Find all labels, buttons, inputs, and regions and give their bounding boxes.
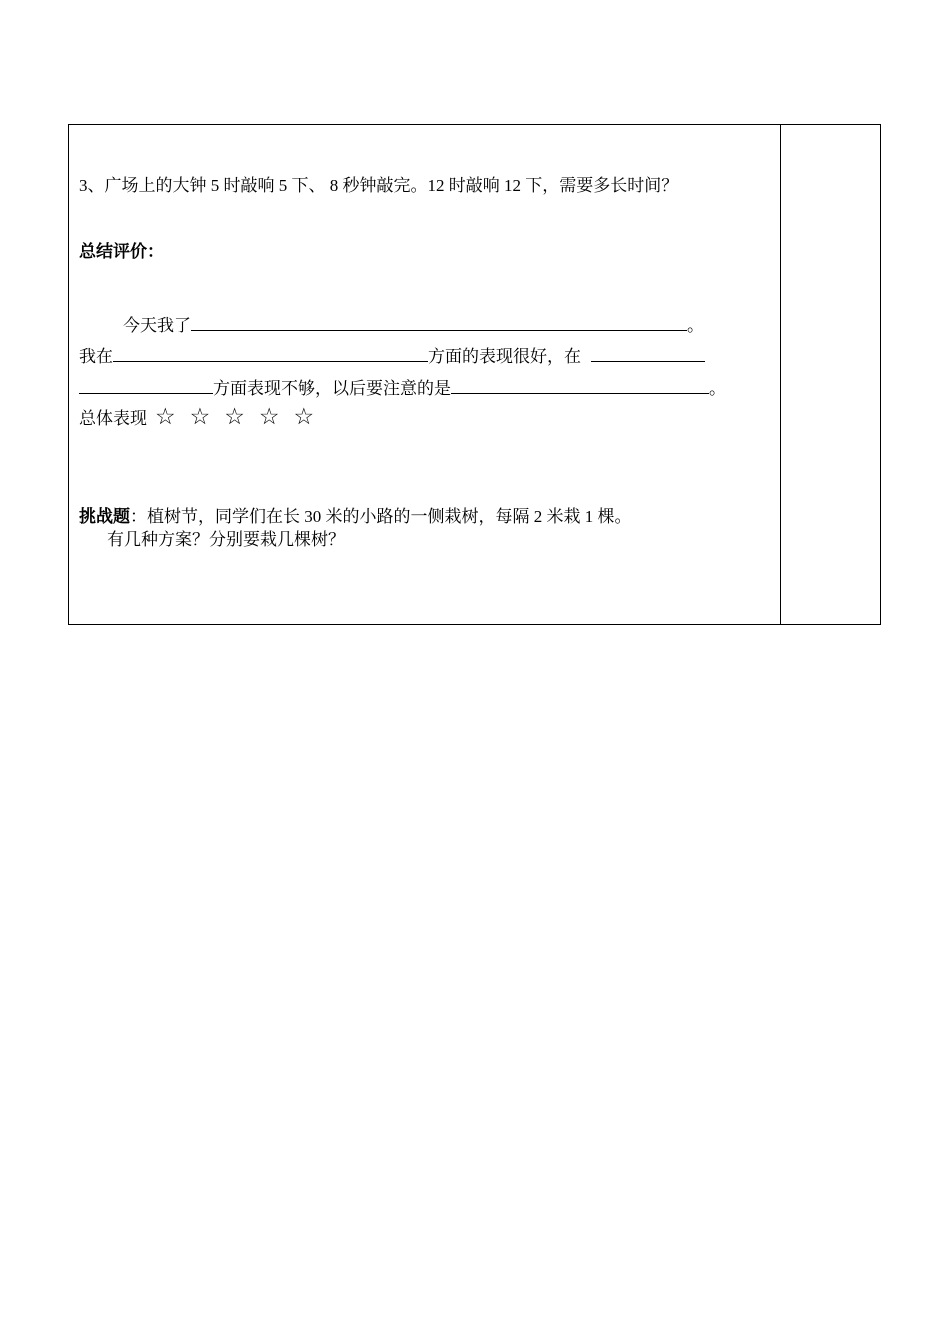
overall-label: 总体表现 bbox=[79, 409, 147, 428]
summary-line-2-middle: 方面的表现很好，在 bbox=[428, 347, 581, 366]
summary-line-1 bbox=[123, 314, 704, 336]
summary-line-3 bbox=[79, 377, 726, 399]
blank-today[interactable] bbox=[191, 314, 687, 331]
star-icon[interactable]: ☆ bbox=[224, 404, 245, 430]
challenge-text-1: 植树节，同学们在长 30 米的小路的一侧栽树，每隔 2 米栽 1 棵。 bbox=[147, 507, 632, 526]
summary-line-2 bbox=[79, 345, 705, 367]
star-icon[interactable]: ☆ bbox=[293, 404, 315, 430]
challenge-line-1 bbox=[79, 507, 632, 527]
blank-good-aspect[interactable] bbox=[113, 345, 428, 362]
worksheet-table bbox=[68, 124, 881, 625]
challenge-label: 挑战题 bbox=[79, 507, 130, 526]
star-icon[interactable]: ☆ bbox=[155, 404, 176, 430]
challenge-line-2: 有几种方案？分别要栽几棵树？ bbox=[107, 530, 345, 549]
content-cell bbox=[69, 125, 781, 624]
summary-line-2-prefix: 我在 bbox=[79, 347, 113, 366]
blank-attention[interactable] bbox=[451, 377, 709, 394]
star-icon[interactable]: ☆ bbox=[189, 404, 211, 430]
summary-line-1-prefix: 今天我了 bbox=[123, 316, 191, 335]
blank-weak-aspect-end[interactable] bbox=[79, 377, 213, 394]
summary-heading: 总结评价： bbox=[79, 242, 164, 261]
summary-line-1-suffix: 。 bbox=[687, 316, 704, 335]
question-3: 3、广场上的大钟 5 时敲响 5 下、 8 秒钟敲完。12 时敲响 12 下，需要多长时间？ bbox=[79, 176, 679, 195]
summary-line-3-middle: 方面表现不够，以后要注意的是 bbox=[213, 379, 451, 398]
blank-weak-aspect-start[interactable] bbox=[591, 345, 705, 362]
star-icon[interactable]: ☆ bbox=[258, 404, 280, 430]
overall-performance bbox=[79, 404, 315, 430]
challenge-colon: ： bbox=[130, 507, 147, 526]
side-cell bbox=[781, 125, 880, 624]
summary-line-3-suffix: 。 bbox=[709, 379, 726, 398]
